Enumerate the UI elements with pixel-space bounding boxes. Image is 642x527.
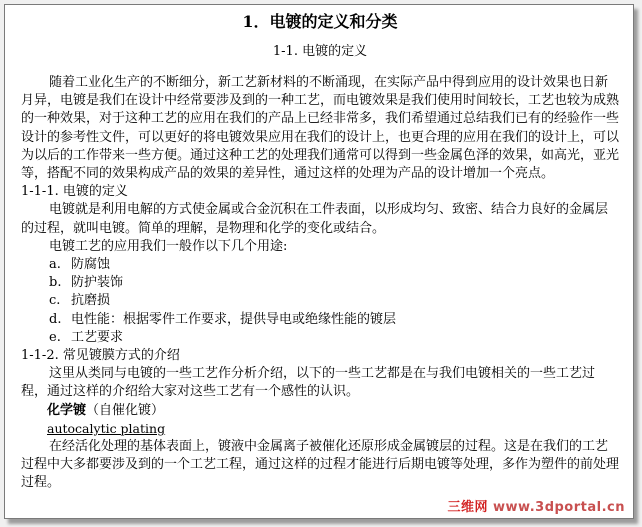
page-title: 1．电镀的定义和分类: [242, 12, 398, 31]
section-subtitle: 1-1. 电镀的定义: [272, 44, 368, 59]
list-text: 工艺要求: [71, 329, 124, 345]
list-item: [21, 292, 619, 310]
section-heading-methods: 1-1-2. 常见镀膜方式的介绍: [21, 348, 180, 364]
document-frame: [4, 4, 634, 519]
list-text: 防护装饰: [71, 275, 124, 291]
uses-list: [21, 256, 619, 347]
list-marker: d.: [49, 311, 62, 327]
list-item: [21, 256, 619, 274]
list-marker: c.: [49, 293, 61, 309]
method-english: autocalytic plating: [47, 420, 166, 436]
site-watermark: [447, 496, 625, 515]
list-item: [21, 311, 619, 329]
method-title: [21, 402, 619, 420]
watermark-url: www.3dportal.cn: [487, 500, 625, 515]
definition-paragraph: 电镀就是利用电解的方式使金属或合金沉积在工件表面，以形成均匀、致密、结合力良好的金属层的过程，就叫电镀。简单的理解，是物理和化学的变化或结合。: [21, 202, 609, 236]
list-text: 防腐蚀: [71, 257, 111, 273]
document-body: [21, 11, 619, 493]
intro-paragraph: 随着工业化生产的不断细分，新工艺新材料的不断涌现，在实际产品中得到应用的设计效果也日新月异，电镀是我们在设计中经常要涉及到的一种工艺，而电镀效果是我们使用时间较长，工艺也较为成熟的一种效果，对于这种工艺的应用在我们的产品上已经非常多，我们希望通过总结我们已有的经验作一些设计的参考性文件，可以更好的将电镀效果应用在我们的设计上，也更合理的应用在我们的设计上，可以为以后的工作带来一些方便。通过这种工艺的处理我们通常可以得到一些金属色泽的效果，如高光，亚光等，搭配不同的效果构成产品的效果的差异性，通过这样的处理为产品的设计增加一个亮点。: [21, 75, 620, 182]
list-item: [21, 329, 619, 347]
watermark-cn: 三维网: [447, 500, 488, 515]
section-heading-definition: 1-1-1. 电镀的定义: [21, 184, 128, 200]
uses-intro: 电镀工艺的应用我们一般作以下几个用途:: [49, 238, 288, 254]
list-text: 电性能：根据零件工作要求，提供导电或绝缘性能的镀层: [71, 311, 397, 327]
list-marker: e.: [49, 329, 61, 345]
method-name: 化学镀: [47, 402, 87, 418]
list-marker: b.: [49, 275, 62, 291]
list-item: [21, 274, 619, 292]
method-description: 在经活化处理的基体表面上，镀液中金属离子被催化还原形成金属镀层的过程。这是在我们的工艺过程中大多都要涉及到的一个工艺工程，通过这样的过程才能进行后期电镀等处理，多作为塑件的前处理过程。: [21, 439, 620, 491]
method-alias: （自催化镀）: [86, 402, 165, 418]
list-text: 抗磨损: [71, 293, 111, 309]
list-marker: a.: [49, 257, 61, 273]
methods-intro: 这里从类同与电镀的一些工艺作分析介绍，以下的一些工艺都是在与我们电镀相关的一些工艺过程，通过这样的介绍给大家对这些工艺有一个感性的认识。: [21, 366, 596, 400]
